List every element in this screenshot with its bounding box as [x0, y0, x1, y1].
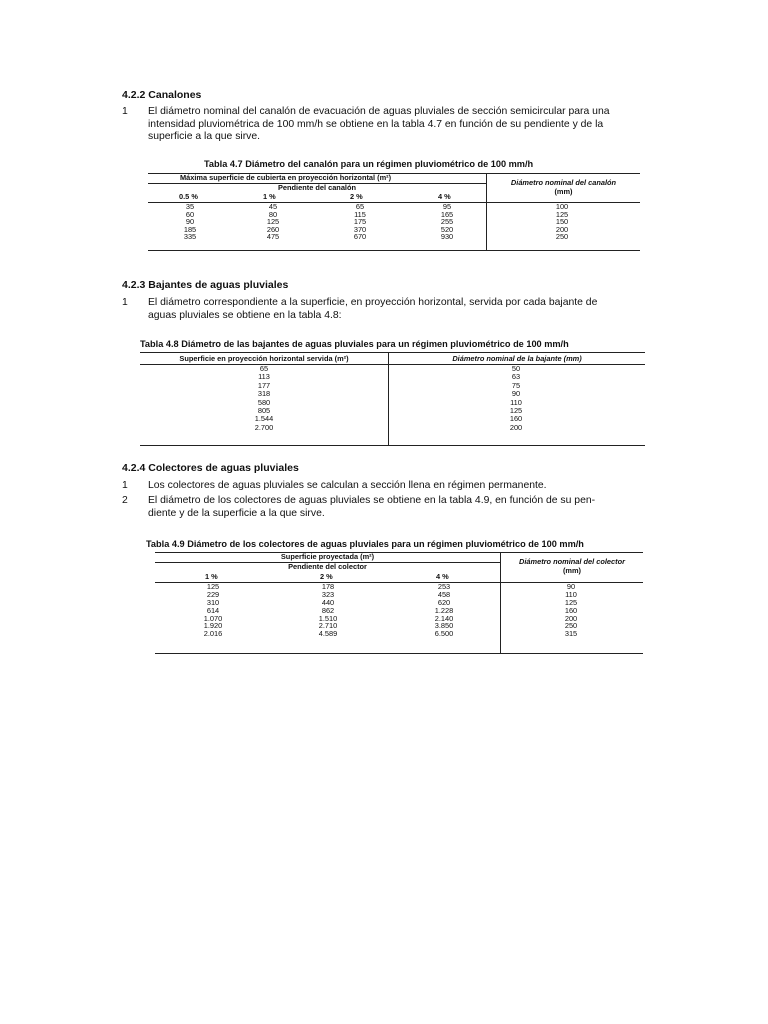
table-cell: 620 — [437, 597, 451, 607]
table-cell: 3.850 — [434, 621, 454, 631]
table-cell: 862 — [321, 605, 335, 615]
table-4-8-header-rule — [140, 364, 645, 365]
table-cell: 580 — [257, 397, 271, 407]
table-cell: 90 — [566, 582, 576, 591]
table-4-8-top-rule — [140, 352, 645, 353]
table-4-7-caption: Tabla 4.7 Diámetro del canalón para un régimen pluviométrico de 100 mm/h — [204, 159, 534, 169]
table-cell: 50 — [511, 364, 521, 373]
table-cell: 125 — [564, 597, 578, 607]
paragraph-colectores-1 — [122, 480, 652, 494]
table-cell: 323 — [321, 589, 335, 599]
table-cell: 200 — [509, 422, 523, 432]
table-4-7-column-1 — [243, 203, 303, 241]
table-4-9-caption: Tabla 4.9 Diámetro de los colectores de aguas pluviales para un régimen pluviométrico de 100 mm/h — [146, 539, 584, 549]
table-cell: 318 — [257, 389, 271, 399]
table-cell: 125 — [555, 209, 569, 219]
paragraph-line: intensidad pluviométrica de 100 mm/h se obtiene en la tabla 4.7 en función de su pendiente y de la — [148, 118, 604, 130]
table-4-7-divider — [486, 173, 487, 250]
table-4-7-column-2 — [330, 203, 390, 241]
table-4-7-bottom-rule — [148, 250, 640, 251]
table-cell: 65 — [355, 202, 365, 211]
table-cell: 1.920 — [203, 621, 223, 631]
table-cell: 110 — [510, 397, 522, 407]
table-4-9-column-diameter — [541, 583, 601, 638]
table-4-8-divider — [388, 352, 389, 445]
table-cell: 90 — [185, 217, 195, 227]
table-4-7-group-header: Máxima superficie de cubierta en proyección horizontal (m²) — [180, 173, 392, 182]
table-cell: 100 — [555, 202, 569, 211]
paragraph-number: 1 — [122, 480, 128, 491]
table-4-7-slope-header: 2 % — [350, 192, 363, 201]
section-heading-canalones: 4.2.2 Canalones — [122, 89, 202, 101]
table-cell: 175 — [353, 217, 367, 227]
table-4-9-column-1 — [183, 583, 243, 638]
table-4-9-column-2 — [298, 583, 358, 638]
table-cell: 2.700 — [254, 422, 274, 432]
table-cell: 113 — [258, 372, 270, 382]
paragraph-line: aguas pluviales se obtiene en la tabla 4.8: — [148, 309, 342, 321]
table-cell: 125 — [509, 405, 523, 415]
section-heading-bajantes: 4.2.3 Bajantes de aguas pluviales — [122, 279, 289, 291]
table-cell: 4.589 — [318, 629, 338, 639]
table-4-9-slope-header: 2 % — [320, 572, 333, 581]
table-4-9-slope-header: 1 % — [205, 572, 218, 581]
table-cell: 80 — [268, 209, 278, 219]
table-4-7-diameter-unit: (mm) — [554, 187, 573, 196]
table-cell: 315 — [564, 629, 578, 639]
paragraph-number: 1 — [122, 297, 128, 308]
table-cell: 60 — [185, 209, 195, 219]
table-cell: 253 — [437, 582, 451, 591]
table-cell: 165 — [440, 209, 454, 219]
table-4-7-diameter-header: Diámetro nominal del canalón — [510, 178, 617, 187]
table-cell: 370 — [353, 224, 367, 234]
paragraph-bajantes-1 — [122, 297, 652, 325]
table-cell: 1.510 — [318, 613, 338, 623]
table-cell: 125 — [266, 217, 280, 227]
paragraph-number: 1 — [122, 106, 128, 117]
table-cell: 160 — [509, 414, 523, 424]
table-cell: 45 — [268, 202, 278, 211]
table-4-7-slope-header: 0.5 % — [179, 192, 198, 201]
table-cell: 250 — [564, 621, 578, 631]
table-cell: 250 — [555, 232, 569, 242]
table-4-8-column-diameter — [486, 365, 546, 432]
table-cell: 930 — [440, 232, 454, 242]
paragraph-canalones-1 — [122, 106, 642, 146]
table-cell: 150 — [555, 217, 569, 227]
table-cell: 160 — [564, 605, 578, 615]
table-cell: 2.140 — [434, 613, 454, 623]
table-4-9-column-4 — [414, 583, 474, 638]
table-cell: 458 — [437, 589, 451, 599]
paragraph-line: superficie a la que sirve. — [148, 131, 261, 143]
table-4-8-column-area — [234, 365, 294, 432]
table-cell: 35 — [185, 202, 195, 211]
table-cell: 475 — [266, 232, 280, 242]
paragraph-number: 2 — [122, 495, 128, 506]
table-4-9-divider — [500, 552, 501, 653]
table-4-7-sub-header: Pendiente del canalón — [277, 183, 357, 192]
table-cell: 200 — [555, 224, 569, 234]
table-4-8-header-diameter: Diámetro nominal de la bajante (mm) — [452, 354, 582, 363]
table-cell: 805 — [257, 405, 271, 415]
table-cell: 1.070 — [203, 613, 223, 623]
table-4-7-column-4 — [417, 203, 477, 241]
table-4-8-header-area: Superficie en proyección horizontal servida (m²) — [179, 354, 349, 363]
table-cell: 670 — [353, 232, 367, 242]
table-4-9-group-header: Superficie proyectada (m²) — [280, 552, 375, 561]
table-cell: 1.544 — [254, 414, 274, 424]
table-4-7-slope-header: 4 % — [438, 192, 451, 201]
table-4-7-column-diameter — [532, 203, 592, 241]
table-4-9-diameter-header: Diámetro nominal del colector — [519, 557, 625, 566]
table-cell: 115 — [354, 209, 366, 219]
table-cell: 110 — [565, 589, 577, 599]
table-cell: 2.710 — [318, 621, 338, 631]
table-4-8-caption: Tabla 4.8 Diámetro de las bajantes de aguas pluviales para un régimen pluviométrico de 100 mm/h — [140, 339, 569, 349]
table-cell: 177 — [257, 380, 271, 390]
table-4-9-diameter-unit: (mm) — [562, 566, 582, 575]
table-cell: 63 — [511, 372, 521, 382]
table-cell: 310 — [206, 597, 220, 607]
table-4-9-slope-header: 4 % — [436, 572, 449, 581]
table-cell: 335 — [183, 232, 197, 242]
paragraph-line: Los colectores de aguas pluviales se calculan a sección llena en régimen permanente. — [148, 480, 547, 491]
table-cell: 75 — [511, 380, 521, 390]
table-cell: 440 — [321, 597, 335, 607]
table-4-7-column-0-5 — [160, 203, 220, 241]
table-cell: 200 — [564, 613, 578, 623]
paragraph-line: diente y de la superficie a la que sirve. — [148, 507, 325, 519]
table-cell: 229 — [206, 589, 220, 599]
section-heading-colectores: 4.2.4 Colectores de aguas pluviales — [122, 462, 299, 474]
table-cell: 520 — [440, 224, 454, 234]
table-4-9-bottom-rule — [155, 653, 643, 654]
table-cell: 260 — [266, 224, 280, 234]
table-cell: 95 — [442, 202, 452, 211]
table-cell: 125 — [206, 582, 220, 591]
table-cell: 65 — [259, 364, 269, 373]
table-cell: 178 — [321, 582, 335, 591]
table-4-9-sub-header: Pendiente del colector — [288, 562, 367, 571]
table-4-7-slope-header: 1 % — [263, 192, 276, 201]
table-cell: 6.500 — [434, 629, 454, 639]
paragraph-line: El diámetro correspondiente a la superficie, en proyección horizontal, servida por cada bajante de — [148, 297, 598, 308]
table-cell: 255 — [440, 217, 454, 227]
table-cell: 2.016 — [203, 629, 223, 639]
table-cell: 185 — [183, 224, 197, 234]
table-cell: 1.228 — [434, 605, 454, 615]
table-cell: 614 — [206, 605, 220, 615]
paragraph-line: El diámetro de los colectores de aguas pluviales se obtiene en la tabla 4.9, en función de su pen- — [148, 495, 596, 506]
table-4-8-bottom-rule — [140, 445, 645, 446]
paragraph-line: El diámetro nominal del canalón de evacuación de aguas pluviales de sección semicircular para una — [148, 106, 610, 117]
table-cell: 90 — [511, 389, 521, 399]
paragraph-colectores-2 — [122, 495, 652, 523]
